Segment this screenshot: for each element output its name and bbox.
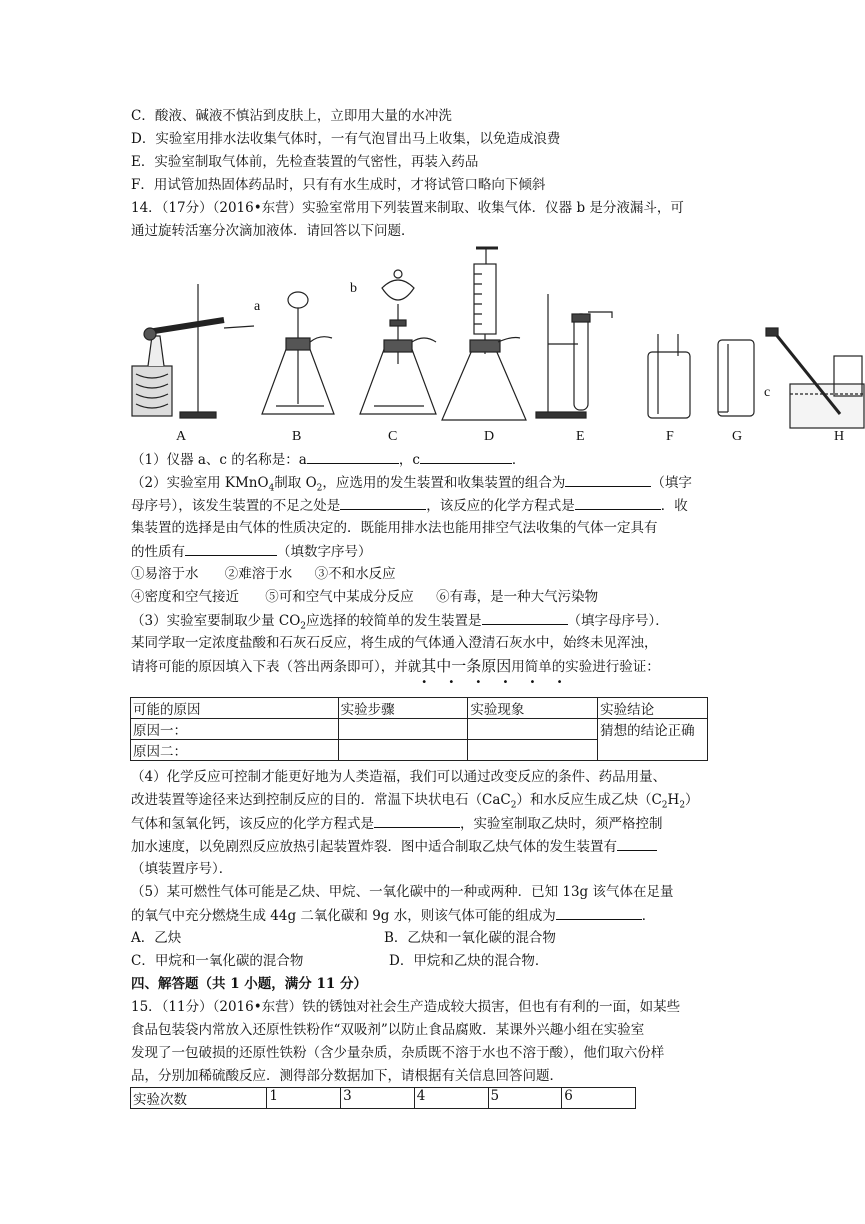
option-2: ②难溶于水 <box>224 566 293 582</box>
label-c: C <box>388 429 398 444</box>
apparatus-e <box>536 294 612 418</box>
choice-a: A．乙炔 <box>131 930 182 946</box>
callout-b: b <box>350 281 357 296</box>
option-c-line: C．酸液、碱液不慎沾到皮肤上，立即用大量的水冲洗 <box>131 108 452 124</box>
subscript: 2 <box>661 800 668 811</box>
q1-prefix: （1）仪器 a、c 的名称是：a <box>131 452 307 468</box>
q4-line-4 <box>131 837 657 856</box>
q2-text: （填数字序号） <box>277 544 372 560</box>
q2-line-1 <box>131 473 692 498</box>
apparatus-d <box>442 248 526 420</box>
option-6: ⑥有毒，是一种大气污染物 <box>436 589 599 605</box>
table-cell[interactable] <box>338 740 468 761</box>
answer-blank[interactable] <box>185 542 277 556</box>
q4-line-1: （4）化学反应可控制才能更好地为人类造福，我们可以通过改变反应的条件、药品用量、 <box>131 769 667 785</box>
table-cell[interactable] <box>468 740 598 761</box>
table-header: 实验现象 <box>468 698 598 719</box>
table-header: 实验次数 <box>131 1088 267 1109</box>
q4-text: 改进装置等途径来达到控制反应的目的．常温下块状电石（CaC <box>131 792 511 808</box>
q1-line <box>131 450 525 469</box>
table-cell: 1 <box>267 1088 341 1109</box>
option-f-line: F．用试管加热固体药品时，只有有水生成时，才将试管口略向下倾斜 <box>131 177 546 193</box>
apparatus-g <box>718 340 754 416</box>
q4-text: 气体和氢氧化钙，该反应的化学方程式是 <box>131 816 374 832</box>
subscript: 2 <box>679 800 686 811</box>
choice-c: C．甲烷和一氧化碳的混合物 <box>131 953 304 969</box>
option-5: ⑤可和空气中某成分反应 <box>265 589 414 605</box>
option-3: ③不和水反应 <box>314 566 396 582</box>
q3-text: 请将可能的原因填入下表（答出两条即可），并就 <box>131 659 422 675</box>
table-cell: 原因二： <box>131 740 339 761</box>
answer-blank[interactable] <box>617 837 657 851</box>
subscript: 2 <box>316 483 323 494</box>
table-cell: 5 <box>488 1088 562 1109</box>
q4-text: 加水速度，以免剧烈反应放热引起装置炸裂．图中适合制取乙炔气体的发生装置有 <box>131 839 617 855</box>
q2-text: ，应选用的发生装置和收集装置的组合为 <box>322 475 566 491</box>
q1-end: ． <box>511 452 526 468</box>
q3-line-3 <box>131 657 660 688</box>
table-cell: 6 <box>562 1088 636 1109</box>
q2-line-3: 集装置的选择是由气体的性质决定的．既能用排水法也能用排空气法收集的气体一定具有 <box>131 520 658 536</box>
q5-line-2 <box>131 906 655 925</box>
q2-text: （2）实验室用 KMnO <box>131 475 269 491</box>
callout-a: a <box>254 299 261 314</box>
option-1: ①易溶于水 <box>131 566 199 582</box>
q5-line-1: （5）某可燃性气体可能是乙炔、甲烷、一氧化碳中的一种或两种．已知 13g 该气体在足量 <box>131 884 674 900</box>
q4-line-3 <box>131 814 663 833</box>
apparatus-b <box>262 292 334 414</box>
emphasis-dots: • • • • • • <box>421 677 572 688</box>
q5-text: 的氧气中充分燃烧生成 44g 二氧化碳和 9g 水，则该气体可能的组成为 <box>131 908 556 924</box>
q3-line-2: 某同学取一定浓度盐酸和石灰石反应，将生成的气体通入澄清石灰水中，始终未见浑浊， <box>131 635 658 651</box>
q4-line-5: （填装置序号）． <box>131 861 233 877</box>
answer-blank[interactable] <box>340 496 426 510</box>
table-header: 实验结论 <box>598 698 708 719</box>
q5-options-row-1 <box>131 929 556 947</box>
question-14-stem: 14．（17分）（2016•东营）实验室常用下列装置来制取、收集气体．仪器 b 是分液漏斗，可 <box>131 200 684 216</box>
q2-line-4 <box>131 542 372 561</box>
q4-text: ） <box>685 792 699 808</box>
question-15-line-4: 品，分别加稀硫酸反应．测得部分数据加下，请根据有关信息回答问题． <box>131 1068 563 1084</box>
answer-blank[interactable] <box>482 611 568 625</box>
table-cell: 原因一： <box>131 719 339 740</box>
callout-c: c <box>764 385 771 400</box>
q3-text: 应选择的较简单的发生装置是 <box>306 613 482 629</box>
subscript: 4 <box>268 483 275 494</box>
option-d-line: D．实验室用排水法收集气体时，一有气泡冒出马上收集，以免造成浪费 <box>131 131 561 147</box>
q3-line-1 <box>131 611 669 636</box>
q4-text: ，实验室制取乙炔时，须严格控制 <box>460 816 663 832</box>
q4-text: ）和水反应生成乙炔（C <box>516 792 662 808</box>
q1-mid: ，c <box>398 452 420 468</box>
choice-d: D．甲烷和乙炔的混合物． <box>389 953 549 969</box>
q4-line-2 <box>131 791 699 815</box>
label-b: B <box>292 429 302 444</box>
question-15-line-1: 15．（11分）（2016•东营）铁的锈蚀对社会生产造成较大损害，但也有有利的一面，如某些 <box>131 999 681 1015</box>
q2-text: （填字 <box>651 475 692 491</box>
q5-text: ． <box>641 908 656 924</box>
answer-blank[interactable] <box>374 814 460 828</box>
question-14-stem-cont: 通过旋转活塞分次滴加液体．请回答以下问题． <box>131 223 415 239</box>
emphasis-word: 其中一条原因 <box>421 657 512 675</box>
answer-blank-a[interactable] <box>307 450 399 464</box>
emphasized-text <box>421 657 572 688</box>
table-row <box>131 1088 636 1109</box>
table-header: 实验步骤 <box>338 698 468 719</box>
q2-options-row-1 <box>131 565 396 583</box>
q3-text: 用简单的实验进行验证： <box>511 659 660 675</box>
label-f: F <box>666 429 674 444</box>
question-15-line-2: 食品包装袋内常放入还原性铁粉作“双吸剂”以防止食品腐败．某课外兴趣小组在实验室 <box>131 1022 645 1038</box>
subscript: 2 <box>510 800 517 811</box>
table-cell: 猜想的结论正确 <box>598 719 708 761</box>
apparatus-figure <box>128 244 865 450</box>
apparatus-f <box>648 334 690 418</box>
label-h: H <box>834 429 845 444</box>
table-row <box>131 719 708 740</box>
q2-text: 的性质有 <box>131 544 185 560</box>
option-4: ④密度和空气接近 <box>131 589 239 605</box>
label-d: D <box>484 429 495 444</box>
apparatus-c <box>360 270 436 414</box>
answer-blank[interactable] <box>575 496 661 510</box>
q2-options-row-2 <box>131 588 598 606</box>
q3-text: （填字母序号）． <box>567 613 669 629</box>
choice-b: B．乙炔和一氧化碳的混合物 <box>384 930 556 946</box>
data-table <box>130 1087 636 1109</box>
answer-blank[interactable] <box>565 473 651 487</box>
label-g: G <box>732 429 743 444</box>
answer-blank-c[interactable] <box>420 450 512 464</box>
q2-text: 制取 O <box>274 475 317 491</box>
table-cell[interactable] <box>468 719 598 740</box>
label-e: E <box>576 429 585 444</box>
q2-text: 母序号），该发生装置的不足之处是 <box>131 498 341 514</box>
table-cell[interactable] <box>338 719 468 740</box>
q5-options-row-2 <box>131 952 548 970</box>
table-row <box>131 698 708 719</box>
question-15-line-3: 发现了一包破损的还原性铁粉（含少量杂质，杂质既不溶于水也不溶于酸），他们取六份样 <box>131 1045 665 1061</box>
table-cell: 3 <box>341 1088 415 1109</box>
apparatus-h <box>766 328 864 428</box>
q2-line-2 <box>131 496 688 515</box>
label-a: A <box>176 429 187 444</box>
subscript: 2 <box>300 621 307 632</box>
section-heading: 四、解答题（共 1 小题，满分 11 分） <box>131 976 367 992</box>
q2-text: ．收 <box>660 498 688 514</box>
option-e-line: E．实验室制取气体前，先检查装置的气密性，再装入药品 <box>131 154 479 170</box>
table-header: 可能的原因 <box>131 698 339 719</box>
q2-text: ，该反应的化学方程式是 <box>426 498 575 514</box>
q3-text: （3）实验室要制取少量 CO <box>131 613 301 629</box>
hypothesis-table <box>130 697 708 761</box>
answer-blank[interactable] <box>556 906 642 920</box>
q4-text: H <box>667 792 680 808</box>
table-cell: 4 <box>414 1088 488 1109</box>
apparatus-a <box>132 284 254 418</box>
